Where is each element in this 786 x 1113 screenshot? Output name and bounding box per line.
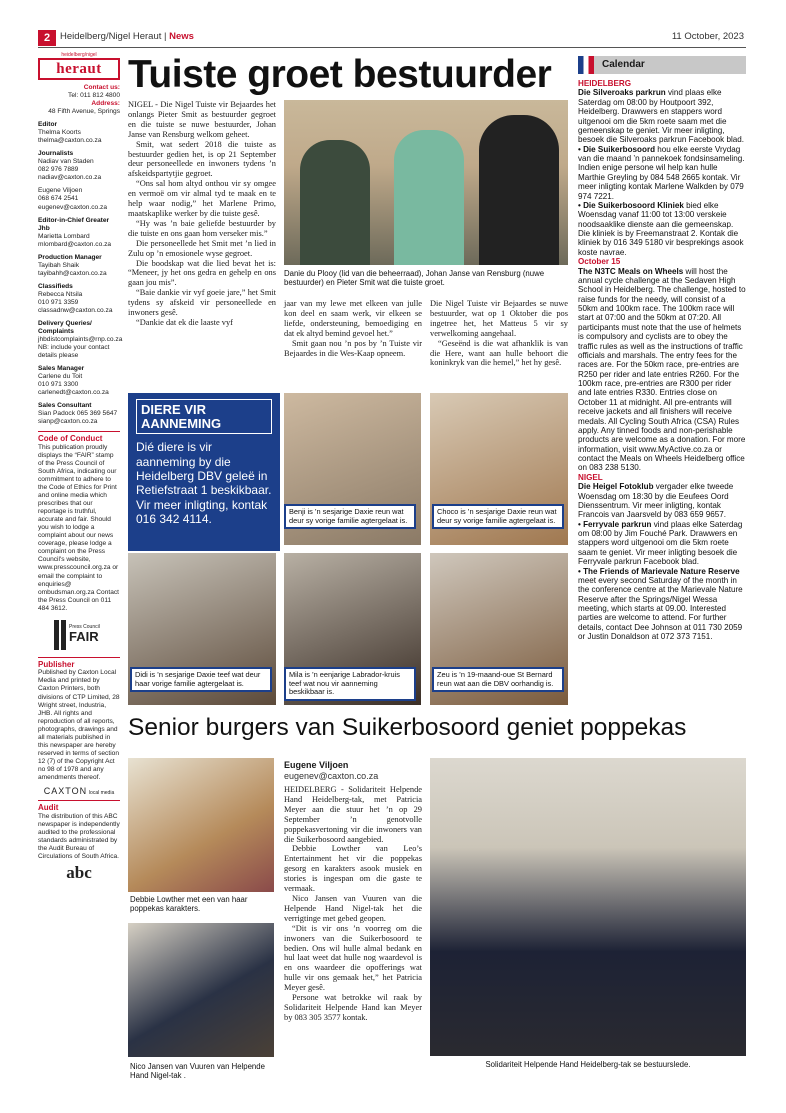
adoption-heading: DIERE VIR AANNEMING bbox=[136, 399, 272, 434]
staff-line: Rebecca Ntsila bbox=[38, 290, 83, 298]
paragraph: “Geseënd is die wat afhanklik is van die Here, want aan hulle behoort die koninkryk van die hemel,” het hy gesê. bbox=[430, 338, 568, 368]
staff-line: Eugene Viljoen bbox=[38, 187, 83, 195]
contact-tel: Tel: 011 812 4800 bbox=[68, 92, 120, 100]
headline-tuiste: Tuiste groet bestuurder bbox=[128, 53, 552, 96]
contact-block bbox=[38, 84, 120, 116]
staff-role: Sales Consultant bbox=[38, 402, 92, 410]
person-silhouette bbox=[479, 115, 559, 265]
story1-col2 bbox=[284, 299, 422, 358]
staff-block bbox=[38, 283, 120, 315]
publisher-box bbox=[38, 657, 120, 797]
running-header bbox=[60, 31, 194, 42]
fair-icon bbox=[54, 620, 66, 650]
calendar-item-text: vergader elke tweede Woensdag om 18:30 by die Eeufees Oord Dienssentrum. Vir meer inligting, kontak Francois van Jaarsveld by 083 659 9657. bbox=[578, 482, 734, 520]
person-silhouette bbox=[300, 140, 370, 265]
calendar-item-text: will host the annual cycle challenge at the Sedaven High School in Heidelberg. The challenge, hosted to raise funds for the needy, will consist of a 50km and 100km race. The 100km race will start at 07:00 and the 50km at 07:20. All participants must note that the use of helmets is compulsory and cyclists are to obey the traffic rules as well as the instructions of traffic officials and marshals. The entry fees for the races are. For the 50km race, pre-entries are R250 per rider and late entries R260. For the 100km race, pre-entries are R300 per rider and late entries R330. Entries close on October 11 at midnight. All pre-entrants will receive jackets and all finishers will receive medals. All Cycling South Africa (CSA) Rules apply. Any tinned foods and non-perishable products are welcome as a donation. For more information, visit www.MyActive.co.za or contact the Meals on Wheels Heidelberg office on 083 238 5130. bbox=[578, 266, 746, 473]
farewell-photo bbox=[284, 100, 568, 265]
paragraph: NIGEL - Die Nigel Tuiste vir Bejaardes het onlangs Pieter Smit as bestuurder gegroet en die tuiste se nuwe bestuurder, Johan Janse van Rensburg welkom geheet. bbox=[128, 100, 276, 139]
calendar-item-title: Die Heigel Fotoklub bbox=[578, 482, 654, 492]
staff-line: nadiav@caxton.co.za bbox=[38, 174, 102, 182]
logo-subtitle: heidelberg/nigel bbox=[61, 52, 97, 58]
paragraph: Die Nigel Tuiste vir Bejaardes se nuwe bestuurder, wat op 1 Oktober die pos ingetree het, het Matteus 5 vir sy verwelkoming aangehaal. bbox=[430, 299, 568, 338]
calendar-item-text: vind plaas elke Saterdag om 08:00 by Jim Fouché Park. Drawwers en stappers word uitgenooi om die 5km roete saam te geniet. Vir meer inligting besoek die Ferryvale parkrun Facebook blad. bbox=[578, 519, 743, 567]
staff-role: Classifieds bbox=[38, 282, 73, 290]
audit-text: The distribution of this ABC newspaper is independently audited to the professional standards administrated by the Audit Bureau of Circulations of South Africa. bbox=[38, 812, 120, 860]
staff-block bbox=[38, 187, 120, 211]
fair-big: FAIR bbox=[69, 629, 99, 645]
calendar-item-title: The N3TC Meals on Wheels bbox=[578, 266, 684, 276]
staff-role: Editor-in-Chief Greater Jhb bbox=[38, 216, 110, 232]
paragraph: Persone wat betrokke wil raak by Solidariteit Helpende Hand kan Meyer by 083 305 3577 kontak. bbox=[284, 993, 422, 1022]
page-number: 2 bbox=[38, 30, 56, 46]
staff-line: classadnw@caxton.co.za bbox=[38, 306, 113, 314]
staff-block bbox=[38, 121, 120, 145]
staff-list bbox=[38, 121, 123, 426]
staff-line: tayibahh@caxton.co.za bbox=[38, 269, 107, 277]
story2-email: eugenev@caxton.co.za bbox=[284, 771, 379, 781]
code-of-conduct bbox=[38, 431, 120, 652]
calendar-item-text: bied elke Woensdag vanaf 11:00 tot 13:00 verskeie noodsaaklike dienste aan die gemeenskap. Die kliniek is by Freemanstraat 2. Kontak die kliniek by 016 349 5180 vir besprekings asook koste navrae. bbox=[578, 200, 744, 257]
staff-role: Production Manager bbox=[38, 253, 102, 261]
staff-line: 010 971 3300 bbox=[38, 381, 79, 389]
calendar-location: NIGEL bbox=[578, 472, 603, 482]
calendar-item-title: • Ferryvale parkrun bbox=[578, 519, 652, 529]
staff-line: Thelma Koorts bbox=[38, 129, 81, 137]
staff-block bbox=[38, 217, 120, 249]
staff-line: Marietta Lombard bbox=[38, 232, 90, 240]
staff-role: Delivery Queries/ Complaints bbox=[38, 319, 92, 335]
code-heading: Code of Conduct bbox=[38, 434, 103, 444]
calendar-item-text: meet every second Saturday of the month in the conference centre at the Marievale Nature Reserve after the Springs/Nigel Wessa meeting, which starts at 09.00. Interested parties are welcome to attend. For further details, contact Dee Johnson at 011 730 2059 or Justin Donaldson at 072 373 7151. bbox=[578, 575, 743, 642]
group-caption: Solidariteit Helpende Hand Heidelberg-tak se bestuurslede. bbox=[485, 1060, 691, 1069]
staff-block bbox=[38, 365, 120, 397]
paper-name: Heidelberg/Nigel Heraut bbox=[60, 31, 162, 42]
story1-col1 bbox=[128, 100, 276, 390]
address-label: Address: bbox=[91, 100, 120, 108]
paragraph: Die personeellede het Smit met ’n lied in Zulu op ’n emosionele wyse gegroet. bbox=[128, 238, 276, 258]
paragraph: Smit gaan nou ’n pos by ’n Tuiste vir Bejaardes in die Wes-Kaap opneem. bbox=[284, 338, 422, 358]
dog-caption: Mila is ’n eenjarige Labrador-kruis teef wat nou vir aanneming beskikbaar is. bbox=[284, 667, 416, 701]
audit-heading: Audit bbox=[38, 802, 59, 812]
header-rule bbox=[38, 47, 746, 48]
paragraph: Smit, wat sedert 2018 die tuiste as bestuurder gedien het, is op 21 September deur personeellede en inwoners tydens ’n afskeidspartytjie gegroet. bbox=[128, 139, 276, 179]
calendar-item-title: Die Silveroaks parkrun bbox=[578, 88, 666, 98]
calendar-item-title: • Die Suikerbosoord Kliniek bbox=[578, 200, 684, 210]
paragraph: HEIDELBERG - Solidariteit Helpende Hand Heidelberg-tak, met Patricia Meyer aan die stuur het ’n op 29 September ’n genotvolle poppekasvertoning vir die inwoners van die Suikerbosoord aangebied. bbox=[284, 785, 422, 844]
person-silhouette bbox=[394, 130, 464, 265]
staff-line: 068 674 2541 bbox=[38, 195, 79, 203]
adoption-ad bbox=[128, 393, 280, 551]
speaker-caption: Nico Jansen van Vuuren van Helpende Hand Nigel-tak . bbox=[130, 1062, 265, 1081]
calendar-item bbox=[578, 520, 746, 567]
adoption-text: Dié diere is vir aanneming by die Heidelberg DBV geleë in Retiefstraat 1 beskikbaar. Vir meer inligting, kontak 016 342 4114. bbox=[136, 440, 272, 527]
staff-line: 010 971 3359 bbox=[38, 298, 79, 306]
fair-small: Press Council bbox=[69, 623, 100, 630]
header-separator: | bbox=[161, 31, 170, 42]
staff-line: Carlene du Toit bbox=[38, 373, 83, 381]
issue-date: 11 October, 2023 bbox=[671, 31, 744, 42]
staff-line: mlombard@caxton.co.za bbox=[38, 240, 112, 248]
section-name: News bbox=[169, 31, 194, 42]
story2-author: Eugene Viljoen bbox=[284, 760, 349, 770]
paragraph: “Ons sal hom altyd onthou vir sy omgee en vermoë om vir almal tyd te maak en te help waar nodig,” het Marlene Primo, maatskaplike werker by die tuiste gesê. bbox=[128, 179, 276, 218]
staff-block bbox=[38, 254, 120, 278]
paragraph: Nico Jansen van Vuuren van die Helpende Hand Nigel-tak het die verrigtinge met gebed geopen. bbox=[284, 893, 422, 923]
staff-line: 082 976 7889 bbox=[38, 166, 79, 174]
flag-icon bbox=[578, 56, 594, 74]
publisher-heading: Publisher bbox=[38, 659, 75, 669]
caxton-word: CAXTON bbox=[43, 785, 88, 796]
paragraph: “Dankie dat ek die laaste vyf bbox=[136, 317, 233, 327]
staff-block bbox=[38, 319, 123, 360]
calendar-item bbox=[578, 88, 746, 144]
calendar-listing bbox=[578, 79, 746, 642]
dog-caption: Choco is ’n sesjarige Daxie reun wat deur sy vorige familie agtergelaat is. bbox=[432, 504, 564, 529]
calendar-location: HEIDELBERG bbox=[578, 79, 632, 88]
speaker-photo bbox=[128, 923, 274, 1057]
staff-line: eugenev@caxton.co.za bbox=[38, 203, 108, 211]
calendar-title: Calendar bbox=[602, 59, 645, 70]
paragraph: “Hy was ’n baie geliefde bestuurder by die tuiste en ons gaan hom verseker mis.” bbox=[128, 218, 276, 238]
calendar-item bbox=[578, 201, 746, 257]
paragraph: Debbie Lowther van Leo’s Entertainment het vir die poppekas gesorg en karakters asook musiek en stories is ingespan om die gaste te vermaak. bbox=[284, 844, 422, 894]
staff-role: Sales Manager bbox=[38, 365, 85, 373]
contact-address: 48 Fifth Avenue, Springs bbox=[48, 108, 120, 116]
calendar-item bbox=[578, 267, 746, 473]
calendar-item-title: • Die Suikerbosoord bbox=[578, 144, 656, 154]
headline-poppekas: Senior burgers van Suikerbosoord geniet poppekas bbox=[128, 714, 687, 741]
calendar-item bbox=[578, 145, 746, 201]
group-photo bbox=[430, 758, 746, 1056]
contact-label: Contact us: bbox=[83, 84, 120, 92]
calendar-location: October 15 bbox=[578, 257, 621, 267]
calendar-header bbox=[578, 56, 746, 74]
abc-logo: abc bbox=[66, 862, 92, 882]
staff-line: Tayibah Shaik bbox=[38, 261, 80, 269]
story2-body bbox=[284, 785, 422, 1023]
calendar-item-title: • The Friends of Marievale Nature Reserve bbox=[578, 566, 740, 576]
staff-line: Nadiav van Staden bbox=[38, 158, 94, 166]
paragraph: jaar van my lewe met elkeen van julle kon deel en saam werk, vir elkeen se liefde, ondersteuning, bemoediging en dat ek altyd bemind gevoel het.” bbox=[284, 299, 422, 338]
staff-line: carlenedt@caxton.co.za bbox=[38, 389, 109, 397]
paragraph: “Dit is vir ons ’n voorreg om die inwoners van die Suikerbosoord te bedien. Ons wil hulle almal bedank en hul laat weet dat hulle nog waardevol is en ons waardeer die opofferings wat hulle vir ons gemaak het,” het Patricia Meyer gesê. bbox=[284, 923, 422, 993]
puppet-caption: Debbie Lowther met een van haar poppekas karakters. bbox=[130, 895, 248, 914]
staff-role: Journalists bbox=[38, 150, 74, 158]
paragraph: Die boodskap wat die lied bevat het is: “Meneer, jy het ons gedra en gehelp en ons gaan jou mis”. bbox=[128, 258, 276, 288]
dog-caption: Benji is ’n sesjarige Daxie reun wat deur sy vorige familie agtergelaat is. bbox=[284, 504, 416, 529]
staff-line: NB: include your contact details please bbox=[38, 343, 110, 359]
staff-line: jhbdistcomplaints@rnp.co.za bbox=[38, 335, 123, 343]
puppet-photo bbox=[128, 758, 274, 892]
code-text: This publication proudly displays the “FAIR” stamp of the Press Council of South Africa, indicating our commitment to adhere to the Code of Ethics for Print and online media which prescribes that our reportage is truthful, accurate and fair. Should you wish to lodge a complaint about our news coverage, please lodge a complaint on the Press Council's website, www.presscouncil.org.za or email the complaint to enquiries@ ombudsman.org.za Contact the Press Council on 011 484 3612. bbox=[38, 444, 119, 612]
audit-box bbox=[38, 800, 120, 884]
masthead-sidebar bbox=[38, 52, 123, 884]
dog-caption: Zeu is ’n 19-maand-oue St Bernard reun wat aan die DBV oorhandig is. bbox=[432, 667, 564, 692]
story1-col3 bbox=[430, 299, 568, 368]
calendar-item bbox=[578, 567, 746, 642]
staff-block bbox=[38, 402, 120, 426]
publisher-text: Published by Caxton Local Media and printed by Caxton Printers, both divisions of CTP Limited, 28 Wright street, Industria, JHB. All rights and reproduction of all reports, photographs, drawings and all materials published in this newspaper are hereby reserved in terms of section 12 (7) of the Copyright Act no 98 of 1978 and any amendments thereof. bbox=[38, 669, 120, 781]
calendar-item-text: hou elke eerste Vrydag van die maand ’n pannekoek fondsinsameling. Indien enige persone wil help kan hulle Marthie Greyling by 084 548 2665 kontak. Vir meer inligting kontak Marlene Walkden by 079 974 7221. bbox=[578, 144, 745, 201]
staff-block bbox=[38, 150, 120, 182]
caxton-sub: local media bbox=[88, 789, 115, 796]
staff-line: sianp@caxton.co.za bbox=[38, 418, 98, 426]
staff-line: thelma@caxton.co.za bbox=[38, 137, 102, 145]
calendar-item bbox=[578, 482, 746, 520]
fair-stamp bbox=[54, 617, 104, 653]
staff-line: Sian Padock 065 369 5647 bbox=[38, 410, 118, 418]
caxton-logo bbox=[38, 786, 120, 797]
farewell-caption: Danie du Plooy (lid van die beheerraad), Johan Janse van Rensburg (nuwe bestuurder) en Pieter Smit wat die tuiste groet. bbox=[284, 269, 545, 288]
calendar-item-text: vind plaas elke Saterdag om 08:00 by Houtpoort 392, Heidelberg. Drawwers en stappers word uitgenooi om die 5km roete saam met die gemeenskap te geniet. Vir meer inligting, besoek die Silveroaks parkrun Facebook blad. bbox=[578, 88, 745, 145]
heraut-logo: heraut bbox=[38, 58, 120, 80]
paragraph: “Baie dankie vir vyf goeie jare,” het Smit tydens sy afskeid vir personeellede en inwoners gesê. bbox=[128, 288, 276, 318]
dog-caption: Didi is ’n sesjarige Daxie teef wat deur haar vorige familie agtergelaat is. bbox=[130, 667, 272, 692]
staff-role: Editor bbox=[38, 121, 58, 129]
